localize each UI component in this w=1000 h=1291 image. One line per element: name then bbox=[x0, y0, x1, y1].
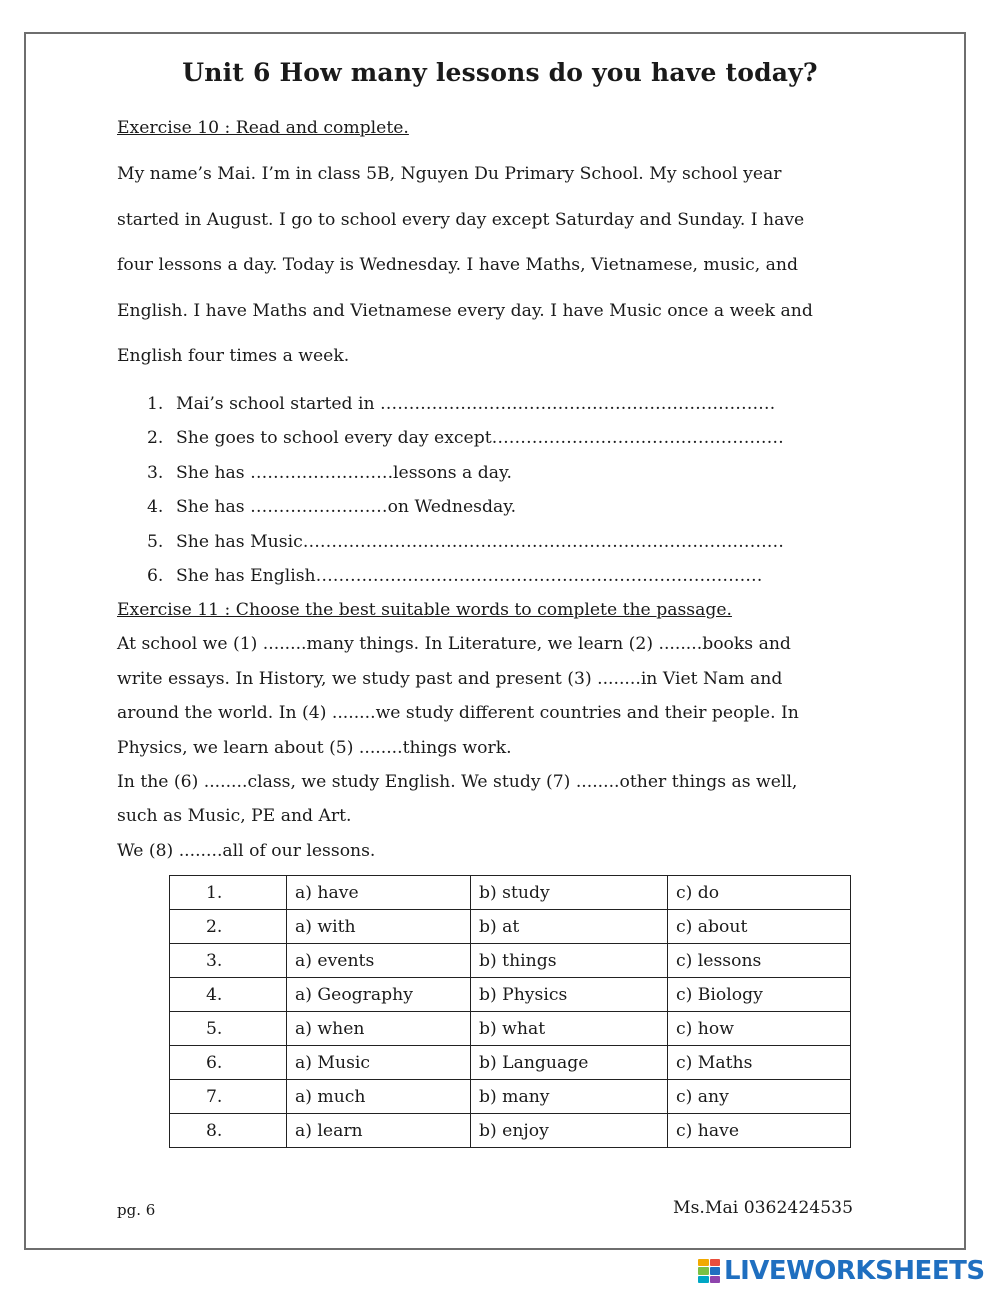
option-c: c) about bbox=[668, 910, 851, 944]
table-row bbox=[170, 910, 851, 944]
option-b: b) at bbox=[471, 910, 668, 944]
row-number: 8. bbox=[170, 1114, 287, 1148]
question-text: She has Music………………………………………………………………………… bbox=[176, 532, 784, 552]
passage-line: My name’s Mai. I’m in class 5B, Nguyen Du Primary School. My school year bbox=[117, 164, 782, 184]
question-text: She has English…………………………………………………………………… bbox=[176, 566, 763, 586]
option-c: c) do bbox=[668, 876, 851, 910]
author-contact: Ms.Mai 0362424535 bbox=[673, 1198, 854, 1218]
passage-line: English four times a week. bbox=[117, 346, 350, 366]
option-b: b) Language bbox=[471, 1046, 668, 1080]
option-b: b) Physics bbox=[471, 978, 668, 1012]
passage-line: English. I have Maths and Vietnamese every day. I have Music once a week and bbox=[117, 301, 813, 321]
option-c: c) have bbox=[668, 1114, 851, 1148]
option-b: b) enjoy bbox=[471, 1114, 668, 1148]
table-row bbox=[170, 1046, 851, 1080]
question-item bbox=[147, 497, 516, 517]
passage-line: At school we (1) ........many things. In Literature, we learn (2) ........books and bbox=[117, 634, 791, 654]
choices-table bbox=[169, 875, 851, 1148]
option-a: a) with bbox=[287, 910, 471, 944]
row-number: 2. bbox=[170, 910, 287, 944]
question-item bbox=[147, 566, 762, 586]
question-number: 1. bbox=[147, 394, 164, 414]
option-c: c) Biology bbox=[668, 978, 851, 1012]
option-b: b) things bbox=[471, 944, 668, 978]
option-a: a) much bbox=[287, 1080, 471, 1114]
page-title: Unit 6 How many lessons do you have today? bbox=[182, 58, 818, 87]
question-number: 6. bbox=[147, 566, 164, 586]
passage-line: Physics, we learn about (5) ........things work. bbox=[117, 738, 512, 758]
option-a: a) learn bbox=[287, 1114, 471, 1148]
passage-line: In the (6) ........class, we study English. We study (7) ........other things as well, bbox=[117, 772, 798, 792]
row-number: 4. bbox=[170, 978, 287, 1012]
brand-name: LIVEWORKSHEETS bbox=[724, 1256, 985, 1286]
question-item bbox=[147, 394, 775, 414]
liveworksheets-logo bbox=[698, 1256, 985, 1286]
table-row bbox=[170, 1080, 851, 1114]
page-number: pg. 6 bbox=[117, 1201, 156, 1219]
question-text: She has ……………………on Wednesday. bbox=[176, 497, 517, 517]
table-row bbox=[170, 876, 851, 910]
question-text: Mai’s school started in …………………………………………………………… bbox=[176, 394, 776, 414]
exercise-11-heading: Exercise 11 : Choose the best suitable words to complete the passage. bbox=[117, 600, 732, 620]
option-b: b) many bbox=[471, 1080, 668, 1114]
row-number: 3. bbox=[170, 944, 287, 978]
exercise-10-heading: Exercise 10 : Read and complete. bbox=[117, 118, 409, 138]
question-item bbox=[147, 532, 784, 552]
option-a: a) events bbox=[287, 944, 471, 978]
question-number: 2. bbox=[147, 428, 164, 448]
table-row bbox=[170, 1012, 851, 1046]
logo-icon bbox=[698, 1259, 720, 1283]
question-number: 5. bbox=[147, 532, 164, 552]
question-item bbox=[147, 428, 784, 448]
question-number: 3. bbox=[147, 463, 164, 483]
option-c: c) any bbox=[668, 1080, 851, 1114]
passage-line: such as Music, PE and Art. bbox=[117, 806, 352, 826]
option-a: a) when bbox=[287, 1012, 471, 1046]
table-row bbox=[170, 1114, 851, 1148]
passage-line: started in August. I go to school every day except Saturday and Sunday. I have bbox=[117, 210, 805, 230]
option-a: a) Music bbox=[287, 1046, 471, 1080]
row-number: 7. bbox=[170, 1080, 287, 1114]
option-b: b) what bbox=[471, 1012, 668, 1046]
question-text: She goes to school every day except…………………………………………… bbox=[176, 428, 784, 448]
row-number: 6. bbox=[170, 1046, 287, 1080]
passage-line: four lessons a day. Today is Wednesday. I have Maths, Vietnamese, music, and bbox=[117, 255, 798, 275]
question-number: 4. bbox=[147, 497, 164, 517]
option-a: a) Geography bbox=[287, 978, 471, 1012]
option-a: a) have bbox=[287, 876, 471, 910]
option-c: c) how bbox=[668, 1012, 851, 1046]
table-row bbox=[170, 944, 851, 978]
passage-line: write essays. In History, we study past and present (3) ........in Viet Nam and bbox=[117, 669, 783, 689]
option-b: b) study bbox=[471, 876, 668, 910]
question-item bbox=[147, 463, 512, 483]
question-text: She has …………………….lessons a day. bbox=[176, 463, 512, 483]
passage-line: around the world. In (4) ........we study different countries and their people. In bbox=[117, 703, 799, 723]
passage-line: We (8) ........all of our lessons. bbox=[117, 841, 376, 861]
option-c: c) lessons bbox=[668, 944, 851, 978]
row-number: 1. bbox=[170, 876, 287, 910]
option-c: c) Maths bbox=[668, 1046, 851, 1080]
row-number: 5. bbox=[170, 1012, 287, 1046]
table-row bbox=[170, 978, 851, 1012]
